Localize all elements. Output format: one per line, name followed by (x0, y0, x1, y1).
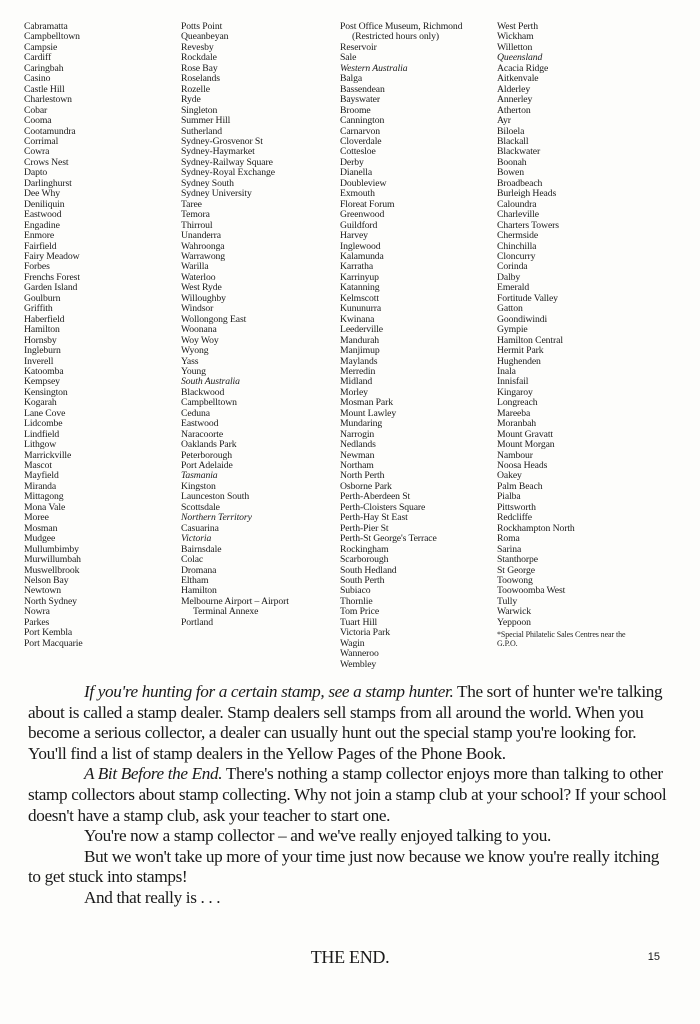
list-item: Mareeba (497, 407, 531, 419)
list-item: Maylands (340, 355, 378, 367)
list-item: Murwillumbah (24, 554, 81, 566)
list-column-2 (181, 22, 336, 628)
list-item: Dapto (24, 167, 48, 179)
list-item: Sydney-Grosvenor St (181, 135, 263, 147)
list-item: Midland (340, 376, 373, 388)
list-item: Yeppoon (497, 616, 531, 628)
list-item: Woonana (181, 324, 217, 336)
list-item: Mudgee (24, 533, 56, 545)
list-item: Corinda (497, 261, 528, 273)
list-item: Willoughby (181, 292, 226, 304)
list-item: Kelmscott (340, 292, 379, 304)
list-item: Warilla (181, 261, 209, 273)
list-item: Newman (340, 449, 375, 461)
list-item: Sydney South (181, 177, 234, 189)
state-heading: Tasmania (181, 470, 218, 482)
list-item: Thornlie (340, 595, 373, 607)
list-item: Biloela (497, 125, 525, 137)
list-item: Leederville (340, 324, 384, 336)
list-item: Mount Gravatt (497, 428, 554, 440)
list-item: Oakey (497, 470, 522, 482)
list-item: Cloncurry (497, 250, 536, 262)
list-item: Moree (24, 512, 49, 524)
list-item: Woy Woy (181, 334, 219, 346)
list-item: Eastwood (181, 418, 219, 430)
list-item: Mayfield (24, 470, 59, 482)
body-text (28, 682, 668, 909)
list-item: Hornsby (24, 334, 57, 346)
list-column-3 (340, 22, 500, 670)
list-item: Atherton (497, 104, 531, 116)
list-item: Charlestown (24, 94, 72, 106)
list-item: Mount Morgan (497, 439, 555, 451)
list-item: Toowong (497, 575, 533, 587)
list-item: Alderley (497, 83, 531, 95)
list-item: Deniliquin (24, 198, 65, 210)
list-item: Redcliffe (497, 512, 532, 524)
list-item: Bowen (497, 167, 524, 179)
list-item: Caloundra (497, 198, 537, 210)
paragraph-lead: If you're hunting for a certain stamp, see a stamp hunter. (84, 682, 454, 701)
post-office-list (24, 21, 664, 670)
list-item: Katoomba (24, 365, 64, 377)
list-item: Campbelltown (181, 397, 237, 409)
list-item: Blackwater (497, 146, 541, 158)
list-item: Cooma (24, 115, 52, 127)
list-item: North Perth (340, 470, 385, 482)
list-item: Enmore (24, 230, 55, 242)
list-item: Rockingham (340, 543, 389, 555)
list-item: Nambour (497, 449, 533, 461)
list-item: Stanthorpe (497, 554, 538, 566)
list-item: Wahroonga (181, 240, 225, 252)
page-number: 15 (647, 951, 660, 963)
list-item: Perth-Cloisters Square (340, 501, 426, 513)
list-item: Osborne Park (340, 480, 392, 492)
paragraph-lead: A Bit Before the End. (84, 764, 223, 784)
list-item: Taree (181, 198, 202, 210)
list-item: Waterloo (181, 271, 216, 283)
list-item: Charleville (497, 209, 539, 221)
list-item: Northam (340, 460, 374, 472)
list-item: Chinchilla (497, 240, 537, 252)
list-column-1 (24, 22, 174, 649)
list-item: Nowra (24, 606, 50, 618)
list-item: Roselands (181, 73, 220, 85)
list-item: Hamilton (181, 585, 217, 597)
list-item: Wyong (181, 345, 209, 357)
list-item: Darlinghurst (24, 177, 72, 189)
list-item: St George (497, 564, 535, 576)
list-item: Mittagong (24, 491, 64, 503)
list-item: Sydney-Haymarket (181, 146, 255, 158)
list-item: Portland (181, 616, 214, 628)
list-item: Perth-St George's Terrace (340, 533, 437, 545)
list-item: Broadbeach (497, 177, 543, 189)
list-item: Unanderra (181, 230, 221, 242)
list-item: Parkes (24, 616, 50, 628)
list-item: Noosa Heads (497, 460, 548, 472)
list-item: Frenchs Forest (24, 271, 80, 283)
list-item: Goondiwindi (497, 313, 548, 325)
list-item: Broome (340, 104, 371, 116)
list-item: Kingaroy (497, 386, 533, 398)
list-column-4 (497, 22, 667, 648)
list-item: Blackwood (181, 386, 225, 398)
paragraph-text: There's nothing a stamp collector enjoys more than talking to other stamp collectors about stamp collecting. Why not join a stamp club at your school? If your school doesn't have a stamp club, ask your teacher to start one. (28, 764, 667, 825)
list-item: Tuart Hill (340, 616, 378, 628)
list-item: South Hedland (340, 564, 397, 576)
list-item: Sarina (497, 543, 522, 555)
list-item: Miranda (24, 480, 57, 492)
list-item: Lidcombe (24, 418, 63, 430)
list-item: Nelson Bay (24, 575, 69, 587)
list-item: Castle Hill (24, 83, 65, 95)
list-item: Sydney-Royal Exchange (181, 167, 275, 179)
list-item: Sale (340, 52, 357, 64)
list-item: Mosman Park (340, 397, 393, 409)
list-item: Inglewood (340, 240, 381, 252)
list-item: Kingston (181, 480, 216, 492)
list-item: Peterborough (181, 449, 232, 461)
list-item: Hamilton Central (497, 334, 563, 346)
list-item: Rose Bay (181, 62, 218, 74)
list-item: Sutherland (181, 125, 222, 137)
list-item: Greenwood (340, 209, 385, 221)
list-item: Kalamunda (340, 250, 384, 262)
state-heading: South Australia (181, 376, 240, 388)
list-item: Palm Beach (497, 480, 543, 492)
list-item: Cottesloe (340, 146, 376, 158)
list-item: Kwinana (340, 313, 375, 325)
list-item: Scottsdale (181, 501, 220, 513)
list-item: North Sydney (24, 595, 77, 607)
list-item: Mullumbimby (24, 543, 79, 555)
list-item: Perth-Aberdeen St (340, 491, 411, 503)
state-heading: Western Australia (340, 62, 408, 74)
list-item: Kempsey (24, 376, 60, 388)
list-item: Warrawong (181, 250, 226, 262)
list-item: Guildford (340, 219, 378, 231)
list-item: Perth-Hay St East (340, 512, 408, 524)
list-item: Karrinyup (340, 271, 379, 283)
state-heading: Queensland (497, 52, 543, 64)
list-item: Crows Nest (24, 156, 69, 168)
list-item: Tully (497, 595, 518, 607)
paragraph-stamp-hunter (28, 682, 668, 764)
list-item: Wagin (340, 637, 365, 649)
footnote: *Special Philatelic Sales Centres near the G.P.O. (497, 630, 626, 649)
list-item: Charters Towers (497, 219, 559, 231)
list-item: Kogarah (24, 397, 57, 409)
list-item: Derby (340, 156, 364, 168)
list-item: Sydney-Railway Square (181, 156, 273, 168)
list-item: Manjimup (340, 345, 380, 357)
list-item: Bairnsdale (181, 543, 222, 555)
list-item: Acacia Ridge (497, 62, 549, 74)
list-item: Dee Why (24, 188, 60, 200)
list-item: Floreat Forum (340, 198, 395, 210)
list-item: Cowra (24, 146, 50, 158)
list-item: Willetton (497, 41, 533, 53)
list-item: Nedlands (340, 439, 376, 451)
list-item: Inala (497, 365, 516, 377)
list-item-continuation: Terminal Annexe (193, 606, 259, 618)
list-item: Balga (340, 73, 363, 85)
list-item: Pialba (497, 491, 521, 503)
list-item: Casuarina (181, 522, 219, 534)
list-item: Wanneroo (340, 648, 379, 660)
list-item: Aitkenvale (497, 73, 539, 85)
list-item: Wickham (497, 31, 534, 43)
list-item: Caringbah (24, 62, 64, 74)
list-item: Mount Lawley (340, 407, 397, 419)
list-item: Gympie (497, 324, 528, 336)
list-item: Annerley (497, 94, 533, 106)
list-item: Doubleview (340, 177, 387, 189)
list-item: Merredin (340, 365, 376, 377)
list-item: Mundaring (340, 418, 383, 430)
list-item: Cabramatta (24, 21, 68, 32)
list-item: Warwick (497, 606, 532, 618)
list-item: Roma (497, 533, 520, 545)
list-item: Eastwood (24, 209, 62, 221)
list-item: Griffith (24, 303, 53, 315)
list-item: Lane Cove (24, 407, 66, 419)
paragraph-itching: But we won't take up more of your time just now because we know you're really itching to get stuck into stamps! (28, 846, 659, 887)
list-item: Mascot (24, 460, 52, 472)
list-item: Innisfail (497, 376, 529, 388)
the-end-heading: THE END. (310, 947, 390, 967)
list-item: Corrimal (24, 135, 59, 147)
list-item: Narrogin (340, 428, 375, 440)
list-item: Newtown (24, 585, 61, 597)
list-item: Cootamundra (24, 125, 76, 137)
list-item: Tom Price (340, 606, 380, 618)
list-item: Ayr (497, 115, 511, 127)
list-item: Fortitude Valley (497, 292, 558, 304)
list-item: Subiaco (340, 585, 371, 597)
paragraph-now-collector: You're now a stamp collector – and we've really enjoyed talking to you. (84, 826, 551, 846)
list-item: Port Adelaide (181, 460, 233, 472)
list-item: Naracoorte (181, 428, 224, 440)
list-item: Thirroul (181, 219, 213, 231)
list-item: Moranbah (497, 418, 537, 430)
list-item: Boonah (497, 156, 527, 168)
list-item: Garden Island (24, 282, 78, 294)
list-item: Karratha (340, 261, 374, 273)
list-item: Hermit Park (497, 345, 544, 357)
list-item: Campsie (24, 41, 58, 53)
list-item: Post Office Museum, Richmond (340, 21, 463, 32)
list-item: Launceston South (181, 491, 250, 503)
paragraph-bit-before-end (28, 764, 668, 826)
list-item: Blackall (497, 135, 529, 147)
paragraph-text: The sort of hunter we're talking about is called a stamp dealer. Stamp dealers sell stamps from all around the world. When you become a serious collector, a dealer can usually hunt out the special stamp you're looking for. You'll find a list of stamp dealers in the Yellow Pages of the Phone Book. (28, 682, 663, 763)
list-item: Lindfield (24, 428, 60, 440)
list-item: Campbelltown (24, 31, 80, 43)
list-item-continuation: (Restricted hours only) (352, 31, 440, 43)
list-item: Temora (181, 209, 210, 221)
list-item: Toowoomba West (497, 585, 566, 597)
list-item: Forbes (24, 261, 50, 273)
list-item: Yass (181, 355, 199, 367)
list-item: Melbourne Airport – Airport (181, 595, 289, 607)
list-item: Colac (181, 554, 204, 566)
list-item: Bayswater (340, 94, 380, 106)
list-item: Ryde (181, 94, 201, 106)
list-item: Marrickville (24, 449, 72, 461)
list-item: Oaklands Park (181, 439, 237, 451)
list-item: Fairy Meadow (24, 250, 80, 262)
list-item: Lithgow (24, 439, 57, 451)
list-item: Dromana (181, 564, 217, 576)
list-item: Katanning (340, 282, 380, 294)
list-item: Wembley (340, 658, 377, 670)
list-item: Haberfield (24, 313, 65, 325)
list-item: Exmouth (340, 188, 375, 200)
list-item: Eltham (181, 575, 209, 587)
list-item: Windsor (181, 303, 214, 315)
list-item: South Perth (340, 575, 385, 587)
list-item: Carnarvon (340, 125, 380, 137)
list-item: Engadine (24, 219, 60, 231)
list-item: Gatton (497, 303, 523, 315)
list-item: Inverell (24, 355, 54, 367)
state-heading: Victoria (181, 533, 212, 545)
paragraph-that-really-is: And that really is . . . (84, 887, 221, 907)
list-item: Mosman (24, 522, 58, 534)
list-item: Mandurah (340, 334, 380, 346)
list-item: Cardiff (24, 52, 52, 64)
list-item: Kensington (24, 386, 68, 398)
list-item: Scarborough (340, 554, 389, 566)
list-item: Summer Hill (181, 115, 231, 127)
list-item: Singleton (181, 104, 218, 116)
list-item: Revesby (181, 41, 214, 53)
list-item: Burleigh Heads (497, 188, 557, 200)
list-item: Bassendean (340, 83, 385, 95)
state-heading: Northern Territory (181, 512, 252, 524)
list-item: Casino (24, 73, 51, 85)
list-item: Wollongong East (181, 313, 247, 325)
list-item: Port Macquarie (24, 637, 83, 649)
list-item: Dianella (340, 167, 373, 179)
list-item: Emerald (497, 282, 530, 294)
list-item: Chermside (497, 230, 539, 242)
list-item: Hamilton (24, 324, 60, 336)
list-item: Hughenden (497, 355, 541, 367)
list-item: Young (181, 365, 206, 377)
list-item: Goulburn (24, 292, 61, 304)
list-item: Queanbeyan (181, 31, 229, 43)
list-item: Potts Point (181, 21, 223, 32)
list-item: Fairfield (24, 240, 57, 252)
list-item: West Ryde (181, 282, 222, 294)
list-item: Morley (340, 386, 368, 398)
list-item: Pittsworth (497, 501, 536, 513)
list-item: Victoria Park (340, 627, 391, 639)
list-item: Rockdale (181, 52, 217, 64)
list-item: Rozelle (181, 83, 210, 95)
list-item: Longreach (497, 397, 538, 409)
list-item: Port Kembla (24, 627, 73, 639)
list-item: Ceduna (181, 407, 210, 419)
list-item: West Perth (497, 21, 538, 32)
list-item: Rockhampton North (497, 522, 575, 534)
list-item: Ingleburn (24, 345, 61, 357)
list-item: Kununurra (340, 303, 382, 315)
list-item: Muswellbrook (24, 564, 80, 576)
list-item: Cloverdale (340, 135, 382, 147)
list-item: Perth-Pier St (340, 522, 389, 534)
list-item: Harvey (340, 230, 368, 242)
list-item: Reservoir (340, 41, 377, 53)
list-item: Cobar (24, 104, 48, 116)
list-item: Mona Vale (24, 501, 66, 513)
list-item: Cannington (340, 115, 385, 127)
list-item: Sydney University (181, 188, 252, 200)
list-item: Dalby (497, 271, 521, 283)
